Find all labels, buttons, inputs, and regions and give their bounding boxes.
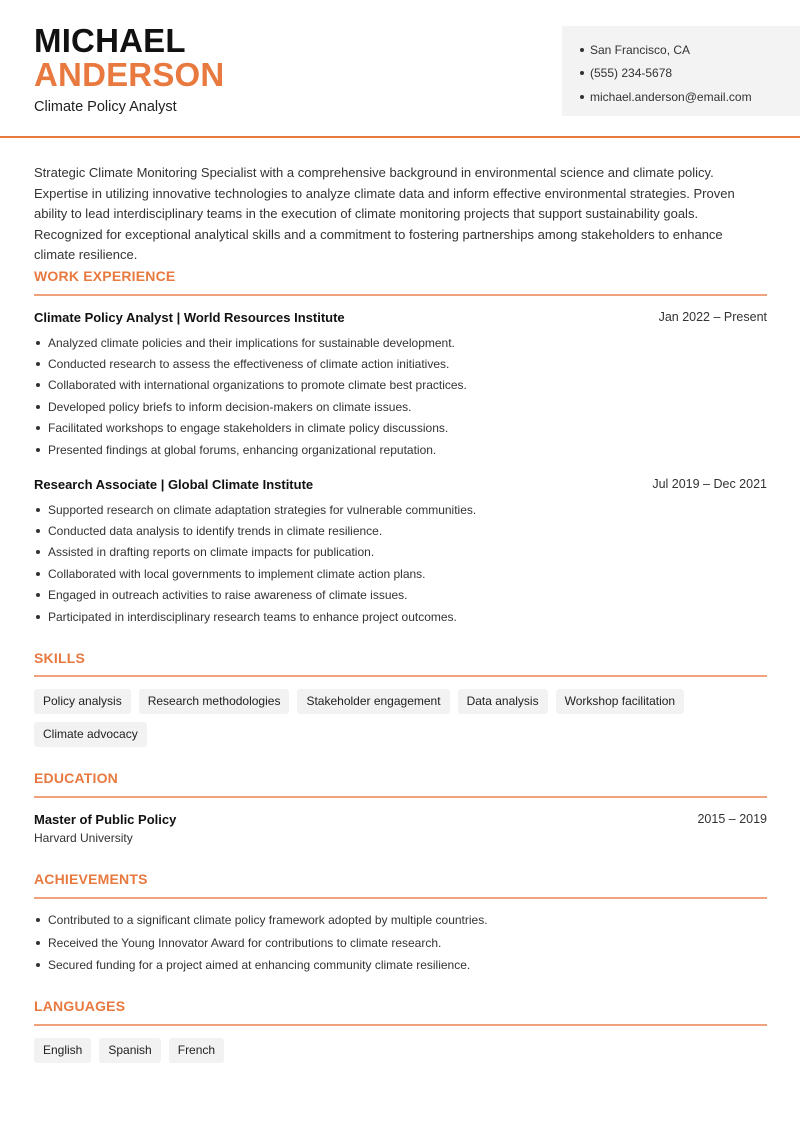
- list-item-text: Assisted in drafting reports on climate impacts for publication.: [48, 545, 375, 560]
- list-item-text: Supported research on climate adaptation strategies for vulnerable communities.: [48, 502, 477, 517]
- list-item-text: Participated in interdisciplinary research teams to enhance project outcomes.: [48, 609, 457, 624]
- education-dates: 2015 – 2019: [697, 812, 767, 826]
- section-title-work: WORK EXPERIENCE: [34, 268, 176, 284]
- section-divider: [34, 675, 767, 677]
- section-divider: [34, 796, 767, 798]
- contact-email-text: michael.anderson@email.com: [590, 89, 752, 104]
- section-divider: [34, 294, 767, 296]
- job-title: Climate Policy Analyst: [34, 99, 177, 115]
- education-degree: Master of Public Policy: [34, 812, 177, 827]
- bullet-icon: [580, 48, 584, 52]
- language-chip: English: [34, 1038, 91, 1063]
- languages-list: [34, 1038, 767, 1063]
- section-title-skills: SKILLS: [34, 650, 85, 666]
- bullet-icon: [36, 362, 40, 366]
- list-item-text: Engaged in outreach activities to raise awareness of climate issues.: [48, 588, 408, 603]
- job-dates: Jul 2019 – Dec 2021: [652, 477, 767, 491]
- skill-chip: Data analysis: [458, 689, 548, 714]
- list-item-text: Conducted data analysis to identify trends in climate resilience.: [48, 524, 383, 539]
- list-item-text: Conducted research to assess the effectiveness of climate action initiatives.: [48, 357, 450, 372]
- section-title-languages: LANGUAGES: [34, 998, 126, 1014]
- section-title-achievements: ACHIEVEMENTS: [34, 871, 148, 887]
- section-divider: [34, 897, 767, 899]
- list-item: [34, 418, 767, 439]
- job-bullets: [34, 332, 767, 460]
- bullet-icon: [36, 615, 40, 619]
- bullet-icon: [36, 448, 40, 452]
- bullet-icon: [36, 383, 40, 387]
- list-item: [34, 439, 767, 460]
- list-item: [34, 520, 767, 541]
- bullet-icon: [36, 918, 40, 922]
- bullet-icon: [36, 405, 40, 409]
- language-chip: French: [169, 1038, 224, 1063]
- bullet-icon: [36, 508, 40, 512]
- list-item-text: Presented findings at global forums, enhancing organizational reputation.: [48, 442, 437, 457]
- job-header: [34, 310, 767, 325]
- section-title-education: EDUCATION: [34, 770, 118, 786]
- bullet-icon: [36, 572, 40, 576]
- list-item: [34, 499, 767, 520]
- list-item-text: Facilitated workshops to engage stakeholders in climate policy discussions.: [48, 421, 449, 436]
- list-item: [34, 353, 767, 374]
- list-item-text: Developed policy briefs to inform decision-makers on climate issues.: [48, 399, 412, 414]
- list-item-text: Analyzed climate policies and their implications for sustainable development.: [48, 335, 455, 350]
- list-item: [34, 954, 767, 977]
- summary: Strategic Climate Monitoring Specialist with a comprehensive background in environmental science and climate policy. Expertise in utilizing innovative technologies to analyze climate data and inform effective environmental strategies. Proven ability to lead interdisciplinary teams in the execution of climate monitoring projects that support sustainability goals. Recognized for exceptional analytical skills and a commitment to fostering partnerships among stakeholders to enhance climate resilience.: [34, 165, 735, 262]
- job-bullets: [34, 499, 767, 627]
- contact-location: [580, 38, 800, 62]
- job-role: Research Associate | Global Climate Institute: [34, 477, 314, 492]
- first-name: MICHAEL: [34, 22, 186, 59]
- list-item-text: Collaborated with local governments to implement climate action plans.: [48, 566, 426, 581]
- education-school: Harvard University: [34, 831, 133, 845]
- list-item-text: Collaborated with international organizations to promote climate best practices.: [48, 378, 467, 393]
- bullet-icon: [580, 71, 584, 75]
- job-dates: Jan 2022 – Present: [658, 310, 767, 324]
- bullet-icon: [36, 550, 40, 554]
- contact-box: [562, 26, 800, 116]
- list-item: [34, 396, 767, 417]
- contact-phone: [580, 62, 800, 86]
- last-name: ANDERSON: [34, 56, 225, 93]
- list-item-text: Received the Young Innovator Award for contributions to climate research.: [48, 935, 442, 950]
- bullet-icon: [36, 426, 40, 430]
- bullet-icon: [36, 963, 40, 967]
- list-item-text: Contributed to a significant climate policy framework adopted by multiple countries.: [48, 913, 488, 928]
- list-item: [34, 375, 767, 396]
- list-item: [34, 585, 767, 606]
- skill-chip: Climate advocacy: [34, 722, 147, 747]
- contact-email: [580, 85, 800, 109]
- skill-chip: Policy analysis: [34, 689, 131, 714]
- list-item: [34, 563, 767, 584]
- job-role: Climate Policy Analyst | World Resources Institute: [34, 310, 345, 325]
- bullet-icon: [36, 593, 40, 597]
- job-header: [34, 477, 767, 492]
- list-item: [34, 606, 767, 627]
- list-item: [34, 542, 767, 563]
- contact-location-text: San Francisco, CA: [590, 42, 691, 57]
- language-chip: Spanish: [99, 1038, 160, 1063]
- bullet-icon: [36, 341, 40, 345]
- education-header: [34, 812, 767, 827]
- contact-phone-text: (555) 234-5678: [590, 66, 673, 81]
- bullet-icon: [36, 941, 40, 945]
- skill-chip: Research methodologies: [139, 689, 290, 714]
- section-divider: [34, 1024, 767, 1026]
- list-item: [34, 932, 767, 955]
- skill-chip: Stakeholder engagement: [297, 689, 449, 714]
- list-item: [34, 332, 767, 353]
- achievements-list: [34, 909, 767, 977]
- skills-list: [34, 689, 767, 747]
- skill-chip: Workshop facilitation: [556, 689, 685, 714]
- list-item: [34, 909, 767, 932]
- bullet-icon: [36, 529, 40, 533]
- list-item-text: Secured funding for a project aimed at enhancing community climate resilience.: [48, 958, 471, 973]
- resume-header: [0, 0, 800, 138]
- bullet-icon: [580, 95, 584, 99]
